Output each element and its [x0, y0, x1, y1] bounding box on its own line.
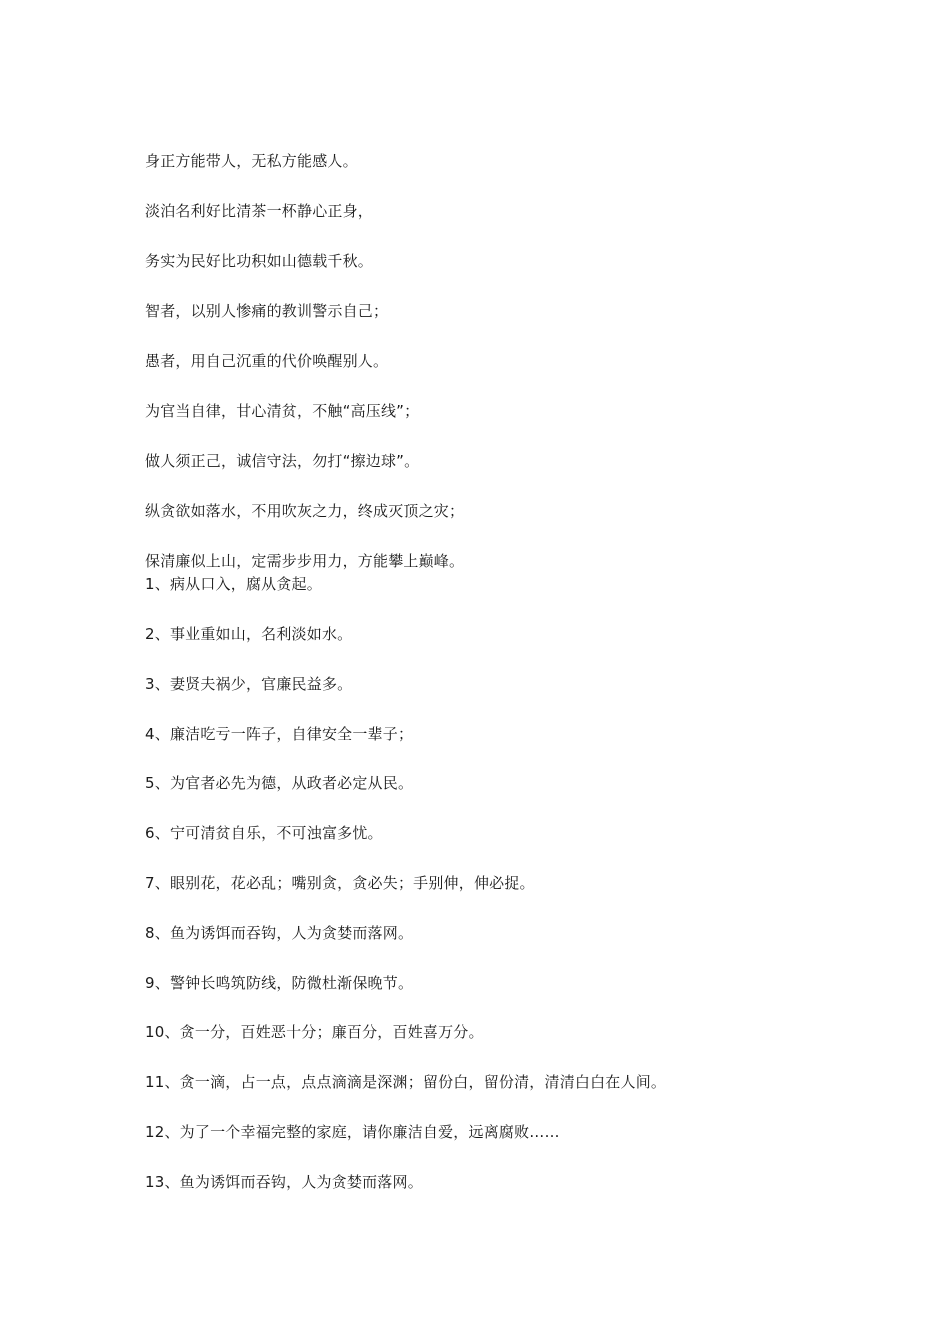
numbered-line: 3、妻贤夫祸少，官廉民益多。 — [145, 675, 353, 693]
numbered-line: 6、宁可清贫自乐，不可浊富多忧。 — [145, 824, 383, 842]
numbered-line: 7、眼别花，花必乱；嘴别贪，贪必失；手别伸，伸必捉。 — [145, 874, 535, 892]
intro-line: 纵贪欲如落水，不用吹灰之力，终成灭顶之灾； — [145, 502, 465, 520]
numbered-line: 13、鱼为诱饵而吞钩，人为贪婪而落网。 — [145, 1173, 423, 1191]
numbered-line: 9、警钟长鸣筑防线，防微杜渐保晚节。 — [145, 974, 414, 992]
intro-line: 务实为民好比功积如山德载千秋。 — [145, 252, 374, 270]
numbered-line: 11、贪一滴，占一点，点点滴滴是深渊；留份白，留份清，清清白白在人间。 — [145, 1073, 667, 1091]
numbered-line: 10、贪一分，百姓恶十分；廉百分，百姓喜万分。 — [145, 1023, 484, 1041]
intro-line: 做人须正己，诚信守法，勿打“擦边球”。 — [145, 452, 420, 470]
numbered-line: 5、为官者必先为德，从政者必定从民。 — [145, 774, 414, 792]
intro-line: 保清廉似上山，定需步步用力，方能攀上巅峰。 — [145, 552, 465, 570]
intro-line: 为官当自律，甘心清贫，不触“高压线”； — [145, 402, 420, 420]
numbered-line: 8、鱼为诱饵而吞钩，人为贪婪而落网。 — [145, 924, 414, 942]
intro-line: 淡泊名利好比清茶一杯静心正身， — [145, 202, 374, 220]
intro-line: 身正方能带人，无私方能感人。 — [145, 152, 358, 170]
intro-line: 愚者，用自己沉重的代价唤醒别人。 — [145, 352, 389, 370]
numbered-line: 2、事业重如山，名利淡如水。 — [145, 625, 353, 643]
numbered-line: 12、为了一个幸福完整的家庭，请你廉洁自爱，远离腐败…… — [145, 1123, 560, 1141]
numbered-line: 4、廉洁吃亏一阵子，自律安全一辈子； — [145, 725, 414, 743]
intro-line: 智者，以别人惨痛的教训警示自己； — [145, 302, 389, 320]
numbered-line: 1、病从口入，腐从贪起。 — [145, 575, 322, 593]
